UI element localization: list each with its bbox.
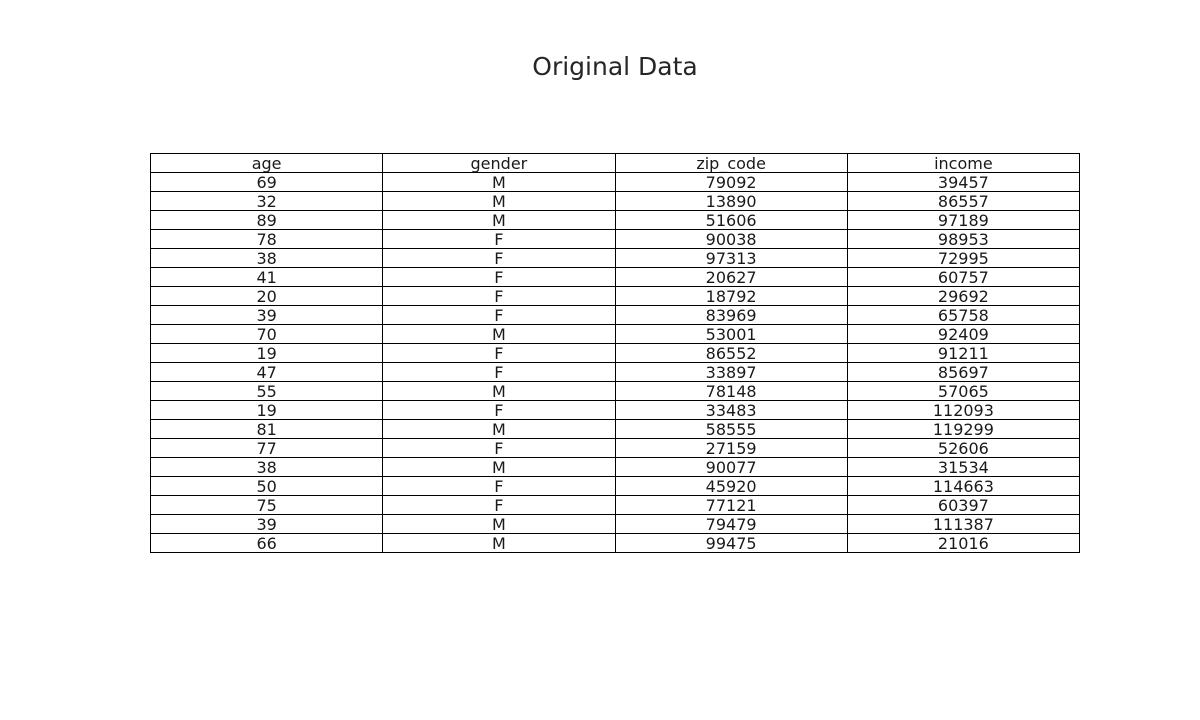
table-cell-age: 89 [151, 211, 383, 230]
table-cell-age: 19 [151, 401, 383, 420]
table-row [151, 249, 1080, 268]
table-cell-income: 39457 [847, 173, 1079, 192]
table-cell-gender: F [383, 306, 615, 325]
table-cell-age: 20 [151, 287, 383, 306]
column-header-zip-code: zip_code [615, 154, 847, 173]
table-cell-age: 47 [151, 363, 383, 382]
table-cell-income: 92409 [847, 325, 1079, 344]
table-cell-gender: M [383, 325, 615, 344]
table-row [151, 211, 1080, 230]
table-cell-zip-code: 79092 [615, 173, 847, 192]
table-cell-income: 85697 [847, 363, 1079, 382]
table-cell-income: 52606 [847, 439, 1079, 458]
table-cell-income: 119299 [847, 420, 1079, 439]
table-cell-zip-code: 13890 [615, 192, 847, 211]
column-header-income: income [847, 154, 1079, 173]
table-row [151, 173, 1080, 192]
table-cell-gender: F [383, 496, 615, 515]
table-cell-income: 97189 [847, 211, 1079, 230]
table-cell-income: 86557 [847, 192, 1079, 211]
table-cell-income: 91211 [847, 344, 1079, 363]
table-cell-gender: M [383, 211, 615, 230]
table-cell-income: 72995 [847, 249, 1079, 268]
table-row [151, 363, 1080, 382]
table-row [151, 325, 1080, 344]
table-cell-gender: M [383, 173, 615, 192]
table-cell-gender: M [383, 382, 615, 401]
table-cell-zip-code: 18792 [615, 287, 847, 306]
table-cell-age: 78 [151, 230, 383, 249]
table-cell-zip-code: 27159 [615, 439, 847, 458]
table-row [151, 287, 1080, 306]
table-row [151, 268, 1080, 287]
table-cell-gender: M [383, 192, 615, 211]
table-cell-age: 70 [151, 325, 383, 344]
table-cell-gender: M [383, 515, 615, 534]
table-row [151, 496, 1080, 515]
table-cell-income: 98953 [847, 230, 1079, 249]
table-cell-age: 39 [151, 515, 383, 534]
table-cell-gender: F [383, 287, 615, 306]
header-row [151, 154, 1080, 173]
table-cell-zip-code: 86552 [615, 344, 847, 363]
table-cell-age: 38 [151, 249, 383, 268]
table-row [151, 230, 1080, 249]
table-row [151, 515, 1080, 534]
table-cell-gender: M [383, 458, 615, 477]
table-cell-zip-code: 33483 [615, 401, 847, 420]
table-cell-income: 31534 [847, 458, 1079, 477]
table-cell-zip-code: 78148 [615, 382, 847, 401]
table-cell-gender: F [383, 344, 615, 363]
table-cell-gender: F [383, 401, 615, 420]
table-cell-zip-code: 53001 [615, 325, 847, 344]
table-cell-gender: F [383, 230, 615, 249]
table-cell-income: 65758 [847, 306, 1079, 325]
table-cell-income: 111387 [847, 515, 1079, 534]
table-cell-age: 19 [151, 344, 383, 363]
table-cell-gender: F [383, 477, 615, 496]
table-cell-age: 39 [151, 306, 383, 325]
table-cell-gender: F [383, 439, 615, 458]
table-cell-age: 50 [151, 477, 383, 496]
table-cell-zip-code: 58555 [615, 420, 847, 439]
column-header-age: age [151, 154, 383, 173]
table-row [151, 382, 1080, 401]
column-header-gender: gender [383, 154, 615, 173]
table-cell-age: 81 [151, 420, 383, 439]
table-row [151, 306, 1080, 325]
table-cell-gender: F [383, 268, 615, 287]
table-title: Original Data [532, 52, 698, 81]
table-body [151, 173, 1080, 553]
table-cell-zip-code: 45920 [615, 477, 847, 496]
table-cell-zip-code: 99475 [615, 534, 847, 553]
table-cell-income: 60757 [847, 268, 1079, 287]
table-cell-age: 69 [151, 173, 383, 192]
table-row [151, 344, 1080, 363]
table-cell-gender: F [383, 249, 615, 268]
table-row [151, 439, 1080, 458]
table-cell-gender: F [383, 363, 615, 382]
table-cell-income: 57065 [847, 382, 1079, 401]
table-cell-income: 60397 [847, 496, 1079, 515]
table-row [151, 458, 1080, 477]
table-cell-age: 75 [151, 496, 383, 515]
table-cell-zip-code: 79479 [615, 515, 847, 534]
table-cell-age: 41 [151, 268, 383, 287]
table-cell-income: 21016 [847, 534, 1079, 553]
table-cell-gender: M [383, 534, 615, 553]
data-table [150, 153, 1080, 553]
table-cell-age: 55 [151, 382, 383, 401]
table-row [151, 534, 1080, 553]
table-row [151, 401, 1080, 420]
table-cell-zip-code: 90038 [615, 230, 847, 249]
table-cell-income: 29692 [847, 287, 1079, 306]
table-cell-zip-code: 20627 [615, 268, 847, 287]
table-cell-age: 32 [151, 192, 383, 211]
table-cell-zip-code: 77121 [615, 496, 847, 515]
table-cell-age: 77 [151, 439, 383, 458]
table-cell-zip-code: 33897 [615, 363, 847, 382]
table-cell-zip-code: 97313 [615, 249, 847, 268]
table-cell-income: 112093 [847, 401, 1079, 420]
table-cell-zip-code: 83969 [615, 306, 847, 325]
table-cell-age: 66 [151, 534, 383, 553]
table-row [151, 420, 1080, 439]
table-row [151, 477, 1080, 496]
table-cell-gender: M [383, 420, 615, 439]
table-cell-zip-code: 51606 [615, 211, 847, 230]
table-cell-income: 114663 [847, 477, 1079, 496]
table-row [151, 192, 1080, 211]
table-cell-age: 38 [151, 458, 383, 477]
table-cell-zip-code: 90077 [615, 458, 847, 477]
